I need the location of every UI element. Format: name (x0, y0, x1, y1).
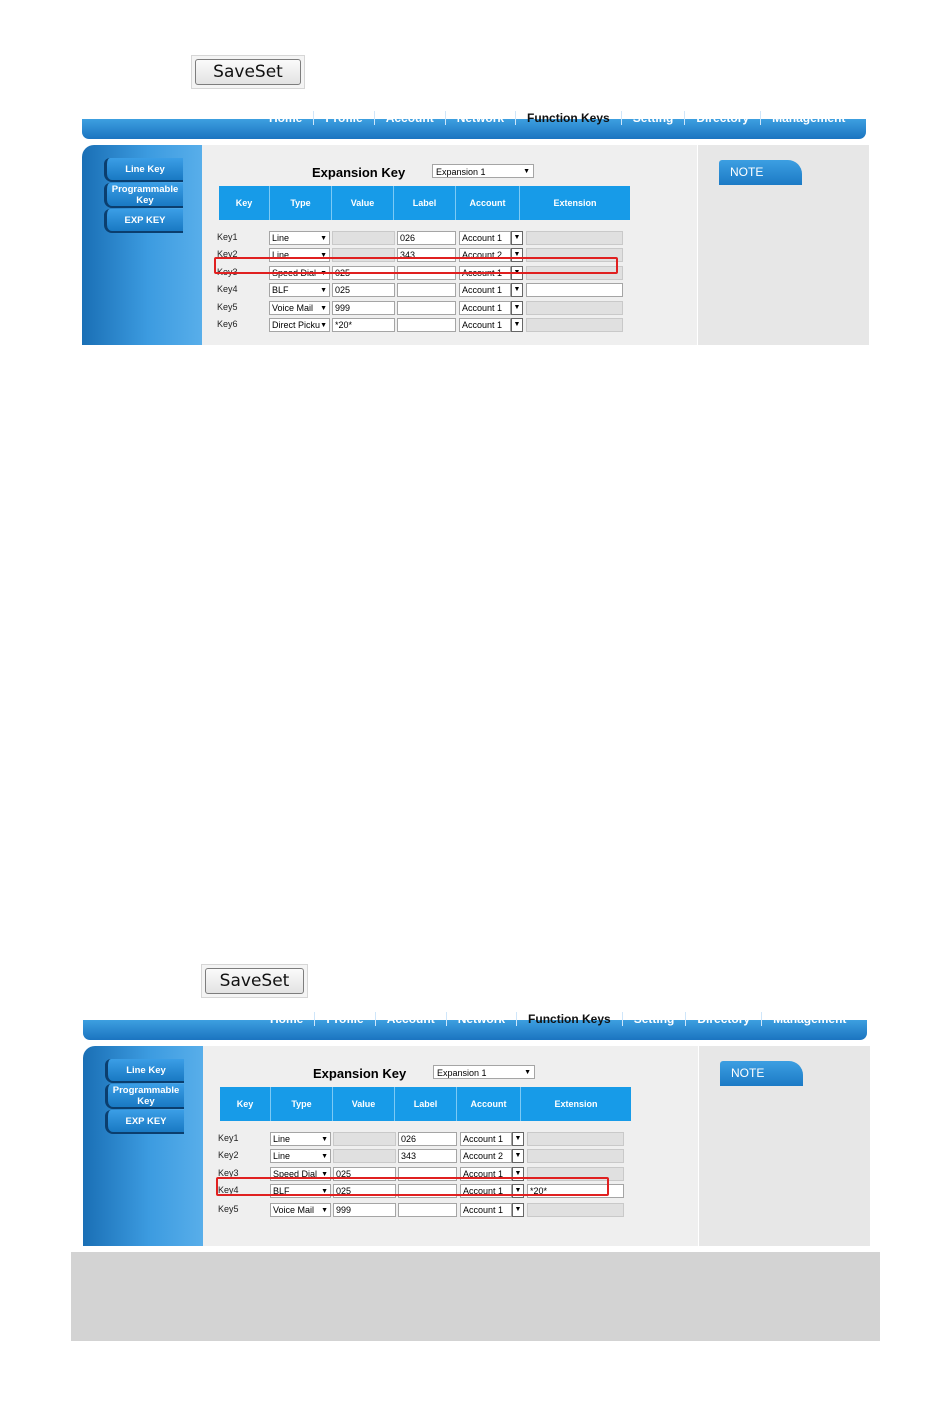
nav-item-home[interactable]: Home (258, 111, 314, 125)
dropdown-arrow-icon[interactable]: ▼ (512, 1149, 524, 1163)
type-value: Line (273, 1151, 291, 1161)
column-header-value: Value (333, 1087, 395, 1121)
sidebar-item-exp-key[interactable]: EXP KEY (105, 1110, 184, 1134)
chevron-down-icon: ▼ (320, 305, 327, 312)
account-select[interactable]: Account 1 (460, 1184, 512, 1198)
value-input[interactable]: 025 (332, 266, 395, 280)
value-input[interactable]: 025 (332, 283, 395, 297)
expansion-select-value: Expansion 1 (437, 1068, 487, 1078)
highlight-box (214, 257, 618, 274)
account-select[interactable]: Account 1 (459, 318, 511, 332)
type-select[interactable] (270, 1203, 331, 1217)
account-select[interactable]: Account 1 (459, 266, 511, 280)
sidebar (83, 1046, 203, 1246)
dropdown-arrow-icon[interactable]: ▼ (511, 301, 523, 315)
label-input[interactable] (397, 318, 456, 332)
type-value: BLF (272, 285, 289, 295)
column-header-key: Key (219, 186, 270, 220)
type-value: Voice Mail (272, 303, 314, 313)
value-input[interactable] (333, 1132, 396, 1146)
note-tab: NOTE (720, 1061, 803, 1086)
label-input[interactable]: 343 (398, 1149, 457, 1163)
label-input[interactable] (397, 301, 456, 315)
column-header-account: Account (457, 1087, 521, 1121)
main-content (202, 145, 697, 345)
nav-item-setting[interactable]: Setting (623, 1012, 687, 1026)
dropdown-arrow-icon[interactable]: ▼ (511, 283, 523, 297)
dropdown-arrow-icon[interactable]: ▼ (512, 1132, 524, 1146)
extension-input[interactable]: *20* (527, 1184, 624, 1198)
top-navigation (82, 111, 866, 139)
value-input[interactable]: 025 (333, 1167, 396, 1181)
key-name: Key3 (218, 1168, 239, 1178)
note-panel (699, 1046, 870, 1246)
nav-item-network[interactable]: Network (446, 111, 516, 125)
column-header-label: Label (395, 1087, 457, 1121)
type-value: Line (272, 250, 290, 260)
extension-input[interactable] (526, 318, 623, 332)
chevron-down-icon: ▼ (321, 1207, 328, 1214)
type-value: Speed Dial (272, 268, 317, 278)
type-select[interactable] (269, 231, 330, 245)
chevron-down-icon: ▼ (524, 1069, 531, 1076)
column-header-extension: Extension (554, 1099, 598, 1109)
dropdown-arrow-icon[interactable]: ▼ (512, 1203, 524, 1217)
chevron-down-icon: ▼ (321, 1188, 328, 1195)
nav-items (259, 1012, 857, 1026)
table-header (219, 186, 630, 220)
type-value: Speed Dial (273, 1169, 318, 1179)
table-header (220, 1087, 631, 1121)
value-input[interactable]: 999 (332, 301, 395, 315)
key-name: Key5 (218, 1204, 239, 1214)
sidebar-item-line-key[interactable]: Line Key (104, 158, 183, 182)
label-input[interactable]: 026 (397, 231, 456, 245)
type-select[interactable] (270, 1132, 331, 1146)
dropdown-arrow-icon[interactable]: ▼ (512, 1167, 524, 1181)
label-input[interactable]: 343 (397, 248, 456, 262)
nav-item-directory[interactable]: Directory (686, 1012, 762, 1026)
nav-item-function-keys[interactable]: Function Keys (517, 1012, 623, 1026)
type-value: BLF (273, 1186, 290, 1196)
top-navigation (83, 1012, 867, 1040)
chevron-down-icon: ▼ (320, 270, 327, 277)
type-value: Line (273, 1134, 291, 1144)
chevron-down-icon: ▼ (321, 1136, 328, 1143)
account-select[interactable]: Account 1 (459, 283, 511, 297)
value-input[interactable]: 025 (333, 1184, 396, 1198)
saveset-button[interactable]: SaveSet (195, 59, 301, 85)
dropdown-arrow-icon[interactable]: ▼ (511, 231, 523, 245)
sidebar-item-programmable-key[interactable]: Programmable Key (105, 1084, 184, 1109)
account-select[interactable]: Account 1 (460, 1167, 512, 1181)
expansion-select[interactable] (433, 1065, 535, 1079)
type-select[interactable] (269, 318, 330, 332)
extension-input[interactable] (527, 1132, 624, 1146)
column-header-label: Label (394, 186, 456, 220)
chevron-down-icon: ▼ (321, 1153, 328, 1160)
account-select[interactable]: Account 2 (459, 248, 511, 262)
dropdown-arrow-icon[interactable]: ▼ (511, 248, 523, 262)
account-select[interactable]: Account 1 (459, 301, 511, 315)
nav-item-account[interactable]: Account (376, 1012, 447, 1026)
account-select[interactable]: Account 2 (460, 1149, 512, 1163)
type-value: Direct Picku (272, 320, 321, 330)
value-input[interactable] (333, 1149, 396, 1163)
extension-input[interactable] (526, 231, 623, 245)
key-name: Key1 (217, 232, 238, 242)
main-content (203, 1046, 698, 1246)
page-title: Expansion Key (313, 1066, 407, 1081)
key-name: Key5 (217, 302, 238, 312)
label-input[interactable] (397, 283, 456, 297)
label-input[interactable]: 026 (398, 1132, 457, 1146)
value-input[interactable]: *20* (332, 318, 395, 332)
nav-item-management[interactable]: Management (773, 1012, 847, 1026)
column-header-type: Type (270, 186, 332, 220)
dropdown-arrow-icon[interactable]: ▼ (511, 266, 523, 280)
saveset-button[interactable]: SaveSet (205, 968, 304, 994)
type-select[interactable] (270, 1149, 331, 1163)
type-value: Line (272, 233, 290, 243)
column-header-account: Account (456, 186, 520, 220)
phone-web-ui-1 (82, 111, 869, 330)
expansion-select-value: Expansion 1 (436, 167, 486, 177)
note-tab: NOTE (719, 160, 802, 185)
sidebar-item-line-key[interactable]: Line Key (105, 1059, 184, 1083)
phone-web-ui-2 (83, 1012, 870, 1218)
key-name: Key2 (218, 1150, 239, 1160)
chevron-down-icon: ▼ (321, 1171, 328, 1178)
extension-input[interactable] (526, 301, 623, 315)
nav-item-setting[interactable]: Setting (622, 111, 686, 125)
saveset-button-frame-2 (201, 964, 308, 998)
nav-item-profile[interactable]: Profile (314, 111, 374, 125)
value-input[interactable]: 999 (333, 1203, 396, 1217)
account-select[interactable]: Account 1 (460, 1203, 512, 1217)
account-select[interactable]: Account 1 (460, 1132, 512, 1146)
key-name: Key6 (217, 319, 238, 329)
nav-item-management[interactable]: Management (772, 111, 846, 125)
value-input[interactable] (332, 231, 395, 245)
label-input[interactable] (398, 1203, 457, 1217)
sidebar-item-programmable-key[interactable]: Programmable Key (104, 183, 183, 208)
dropdown-arrow-icon[interactable]: ▼ (511, 318, 523, 332)
note-box (71, 1252, 880, 1341)
note-panel (698, 145, 869, 345)
nav-item-profile[interactable]: Profile (315, 1012, 375, 1026)
nav-item-network[interactable]: Network (447, 1012, 517, 1026)
type-select[interactable] (269, 283, 330, 297)
nav-item-account[interactable]: Account (375, 111, 446, 125)
chevron-down-icon: ▼ (320, 235, 327, 242)
extension-input[interactable] (526, 283, 623, 297)
nav-item-home[interactable]: Home (259, 1012, 315, 1026)
column-header-value: Value (332, 186, 394, 220)
column-header-extension: Extension (553, 198, 597, 208)
column-header-type: Type (271, 1087, 333, 1121)
type-value: Voice Mail (273, 1205, 315, 1215)
sidebar-item-exp-key[interactable]: EXP KEY (104, 209, 183, 233)
page-title: Expansion Key (312, 165, 406, 180)
sidebar (82, 145, 202, 345)
nav-item-directory[interactable]: Directory (685, 111, 761, 125)
key-name: Key2 (217, 249, 238, 259)
chevron-down-icon: ▼ (320, 287, 327, 294)
key-name: Key4 (218, 1185, 239, 1195)
chevron-down-icon: ▼ (320, 252, 327, 259)
extension-input[interactable] (527, 1203, 624, 1217)
key-name: Key4 (217, 284, 238, 294)
key-name: Key1 (218, 1133, 239, 1143)
chevron-down-icon: ▼ (320, 322, 327, 329)
expansion-select[interactable] (432, 164, 534, 178)
highlight-box (216, 1177, 609, 1196)
account-select[interactable]: Account 1 (459, 231, 511, 245)
extension-input[interactable] (527, 1149, 624, 1163)
dropdown-arrow-icon[interactable]: ▼ (512, 1184, 524, 1198)
key-name: Key3 (217, 267, 238, 277)
column-header-key: Key (220, 1087, 271, 1121)
type-select[interactable] (269, 301, 330, 315)
nav-items (258, 111, 856, 125)
nav-item-function-keys[interactable]: Function Keys (516, 111, 622, 125)
saveset-button-frame-1 (191, 55, 305, 89)
chevron-down-icon: ▼ (523, 168, 530, 175)
